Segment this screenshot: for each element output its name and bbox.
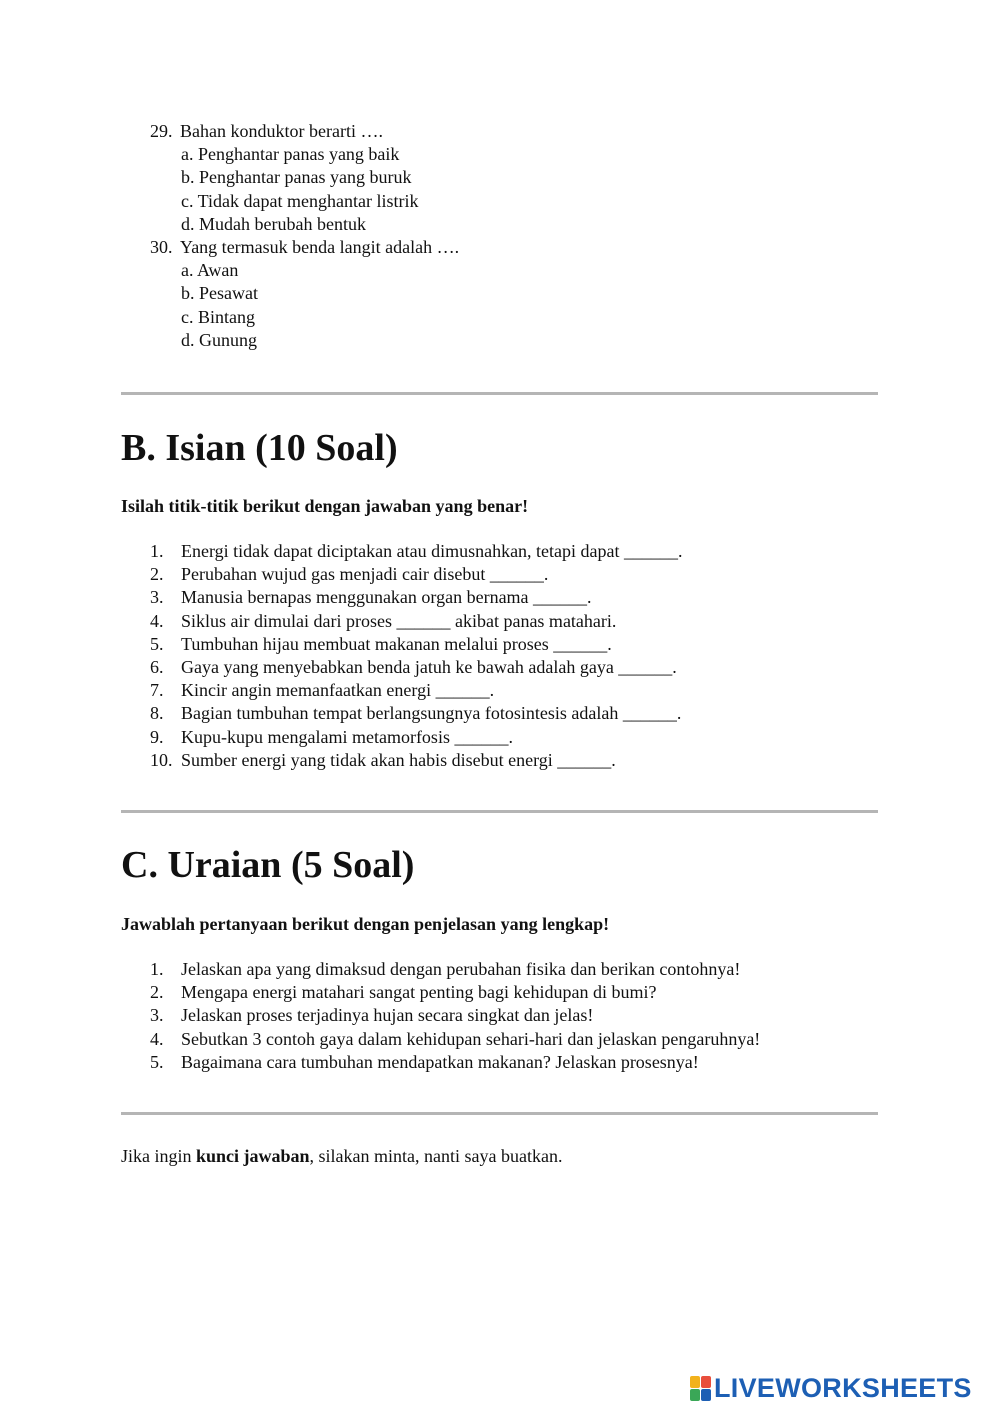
footer-note <box>121 1145 562 1167</box>
item-number: 1. <box>150 541 164 561</box>
multiple-choice-list <box>150 120 459 352</box>
divider <box>121 1112 878 1115</box>
item-text: Bagaimana cara tumbuhan mendapatkan makanan? Jelaskan prosesnya! <box>181 1051 699 1072</box>
item-number: 3. <box>150 1005 164 1026</box>
item-number: 4. <box>150 1028 164 1049</box>
item-number: 1. <box>150 959 164 979</box>
item-number: 9. <box>150 726 164 747</box>
liveworksheets-logo <box>690 1374 972 1402</box>
option-b: b. Pesawat <box>181 283 258 304</box>
list-item <box>150 702 683 725</box>
item-number: 3. <box>150 587 164 608</box>
item-text: Siklus air dimulai dari proses ______ akibat panas matahari. <box>181 610 617 631</box>
item-text: Gaya yang menyebabkan benda jatuh ke bawah adalah gaya ______. <box>181 657 677 678</box>
divider <box>121 810 878 813</box>
item-text: Mengapa energi matahari sangat penting bagi kehidupan di bumi? <box>181 982 657 1003</box>
section-c-heading: C. Uraian (5 Soal) <box>121 844 415 886</box>
item-text: Jelaskan proses terjadinya hujan secara singkat dan jelas! <box>181 1005 594 1026</box>
list-item <box>150 981 760 1004</box>
list-item <box>150 1028 760 1051</box>
option-b: b. Penghantar panas yang buruk <box>181 167 412 188</box>
option-a: a. Penghantar panas yang baik <box>181 144 400 165</box>
item-number: 7. <box>150 680 164 701</box>
section-b-heading: B. Isian (10 Soal) <box>121 427 398 469</box>
item-number: 2. <box>150 564 164 585</box>
item-text: Sebutkan 3 contoh gaya dalam kehidupan sehari-hari dan jelaskan pengaruhnya! <box>181 1028 761 1049</box>
logo-tile <box>690 1376 700 1388</box>
item-text: Kupu-kupu mengalami metamorfosis ______. <box>181 726 513 747</box>
item-number: 2. <box>150 982 164 1003</box>
item-text: Jelaskan apa yang dimaksud dengan perubahan fisika dan berikan contohnya! <box>181 959 741 979</box>
item-text: Perubahan wujud gas menjadi cair disebut ______. <box>181 564 549 585</box>
logo-text: LIVEWORKSHEETS <box>714 1372 972 1403</box>
list-item <box>150 586 683 609</box>
list-item <box>150 563 683 586</box>
item-number: 5. <box>150 633 164 654</box>
item-text: Sumber energi yang tidak akan habis disebut energi ______. <box>181 749 616 770</box>
footer-bold: kunci jawaban <box>196 1146 310 1166</box>
option-c: c. Bintang <box>181 306 255 327</box>
list-item <box>150 656 683 679</box>
logo-tiles-icon <box>690 1376 710 1400</box>
section-c-instruction: Jawablah pertanyaan berikut dengan penjelasan yang lengkap! <box>121 914 610 934</box>
question-text: Yang termasuk benda langit adalah …. <box>180 237 460 258</box>
list-item <box>150 958 760 981</box>
item-text: Tumbuhan hijau membuat makanan melalui proses ______. <box>181 633 612 654</box>
question-30 <box>150 236 459 352</box>
list-item <box>150 1004 760 1027</box>
logo-tile <box>701 1376 711 1388</box>
logo-tile <box>690 1389 700 1401</box>
item-text: Manusia bernapas menggunakan organ bernama ______. <box>181 587 592 608</box>
list-item <box>150 610 683 633</box>
list-item <box>150 726 683 749</box>
question-number: 29. <box>150 121 173 141</box>
list-item <box>150 1051 760 1074</box>
divider <box>121 392 878 395</box>
item-number: 5. <box>150 1051 164 1072</box>
option-c: c. Tidak dapat menghantar listrik <box>181 190 419 211</box>
question-text: Bahan konduktor berarti …. <box>180 121 383 141</box>
option-a: a. Awan <box>181 260 239 281</box>
item-text: Energi tidak dapat diciptakan atau dimusnahkan, tetapi dapat ______. <box>181 541 683 561</box>
question-number: 30. <box>150 237 173 258</box>
item-number: 4. <box>150 610 164 631</box>
list-item <box>150 540 683 563</box>
section-c-list <box>150 958 760 1074</box>
section-b-instruction: Isilah titik-titik berikut dengan jawaban yang benar! <box>121 496 529 516</box>
option-d: d. Gunung <box>181 329 257 350</box>
option-d: d. Mudah berubah bentuk <box>181 213 366 234</box>
item-text: Kincir angin memanfaatkan energi ______. <box>181 680 495 701</box>
footer-suffix: , silakan minta, nanti saya buatkan. <box>309 1146 563 1166</box>
logo-tile <box>701 1389 711 1401</box>
item-number: 6. <box>150 657 164 678</box>
item-text: Bagian tumbuhan tempat berlangsungnya fotosintesis adalah ______. <box>181 703 682 724</box>
item-number: 8. <box>150 703 164 724</box>
list-item <box>150 633 683 656</box>
section-b-list <box>150 540 683 772</box>
item-number: 10. <box>150 749 173 770</box>
list-item <box>150 679 683 702</box>
list-item <box>150 749 683 772</box>
footer-prefix: Jika ingin <box>121 1146 196 1166</box>
question-29 <box>150 120 459 236</box>
